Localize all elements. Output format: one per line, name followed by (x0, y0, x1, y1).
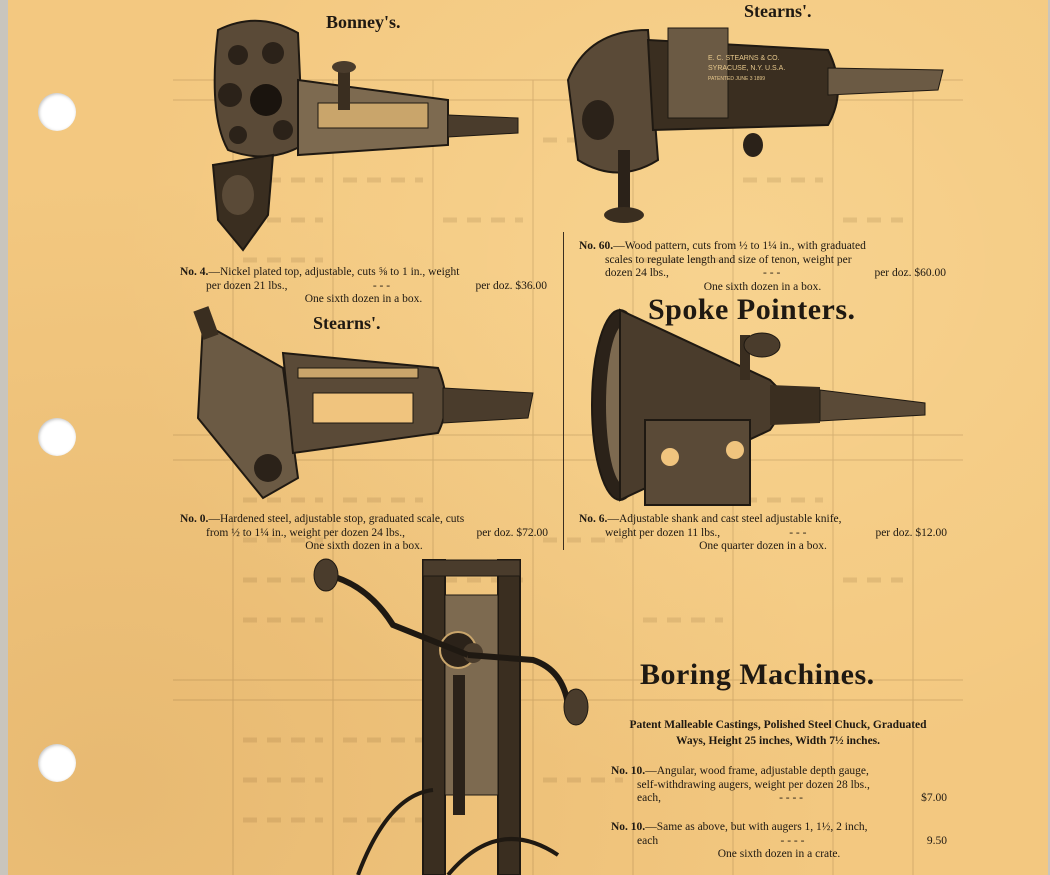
leader-dashes: - - - (763, 267, 781, 279)
spoke-pointer-illustration (590, 305, 935, 510)
item-packaging: One sixth dozen in a box. (703, 280, 822, 293)
binder-hole (38, 418, 76, 456)
binder-hole (38, 93, 76, 131)
heading-spoke-pointers: Spoke Pointers. (648, 293, 856, 326)
leader-dashes: - - - (372, 279, 391, 292)
catalog-page (8, 0, 1048, 875)
item-description-cont: scales to regulate length and size of tenon, weight per (605, 253, 852, 266)
boring-subheading-line1: Patent Malleable Castings, Polished Steel Chuck, Graduated (629, 719, 927, 731)
stearns-no60-illustration (558, 10, 948, 240)
boring-machine-illustration (308, 555, 598, 875)
item-number: No. 0. (180, 513, 209, 525)
maker-stamp-line3: PATENTED JUNE 3 1899 (708, 76, 766, 82)
heading-boring-machines: Boring Machines. (640, 658, 875, 691)
boring-subheading (620, 717, 936, 749)
column-divider (563, 232, 564, 550)
item-packaging: One sixth dozen in a crate. (717, 848, 841, 860)
item-no4-caption (180, 266, 547, 307)
item-packaging: One sixth dozen in a box. (305, 540, 423, 552)
leader-dashes: - - - - (780, 834, 805, 847)
item-description: —Wood pattern, cuts from ½ to 1¼ in., with graduated (613, 240, 866, 252)
boring-subheading-line2: Ways, Height 25 inches, Width 7½ inches. (675, 735, 881, 747)
item-price: per doz. $60.00 (874, 267, 946, 279)
item-no0-caption (180, 513, 548, 554)
item-description: —Hardened steel, adjustable stop, graduated scale, cuts (208, 513, 465, 525)
binder-hole (38, 744, 76, 782)
item-packaging: One quarter dozen in a box. (699, 540, 827, 552)
item-description: —Angular, wood frame, adjustable depth gauge, (645, 765, 869, 777)
boring-item2-caption (611, 821, 947, 862)
item-number: No. 60. (579, 240, 614, 252)
heading-stearns-mid: Stearns'. (313, 313, 381, 333)
item-number: No. 10. (611, 821, 646, 833)
item-no60-caption (579, 240, 946, 294)
maker-stamp-line1: E. C. STEARNS & CO. (708, 55, 780, 62)
item-description: —Adjustable shank and cast steel adjustable knife, (607, 513, 842, 525)
boring-item1-caption (611, 765, 947, 806)
item-price: per doz. $12.00 (875, 526, 947, 539)
item-description: —Nickel plated top, adjustable, cuts ⅝ to 1 in., weight (208, 266, 460, 278)
item-packaging: One sixth dozen in a box. (304, 293, 423, 305)
item-number: No. 6. (579, 513, 608, 525)
leader-dashes: - - - - (779, 792, 804, 804)
item-no6-caption (579, 513, 947, 554)
leader-dashes: - - - (789, 526, 807, 539)
item-weight: from ½ to 1¼ in., weight per dozen 24 lbs., (206, 526, 405, 539)
item-price: per doz. $36.00 (475, 279, 547, 292)
item-price: 9.50 (926, 834, 947, 847)
item-each: each, (637, 792, 661, 804)
bonney-tenon-cutter-illustration (198, 5, 528, 255)
item-number: No. 4. (180, 266, 209, 278)
heading-bonney: Bonney's. (326, 12, 401, 32)
item-weight: weight per dozen 11 lbs., (605, 526, 721, 539)
item-description-cont: self-withdrawing augers, weight per dozen 28 lbs., (637, 778, 870, 791)
maker-stamp-line2: SYRACUSE, N.Y. U.S.A. (708, 65, 786, 72)
item-weight: per dozen 21 lbs., (206, 279, 288, 292)
item-weight: dozen 24 lbs., (605, 267, 669, 279)
heading-stearns-top: Stearns'. (744, 1, 812, 21)
stearns-no0-illustration (188, 308, 543, 508)
item-each: each (637, 834, 659, 847)
item-description: —Same as above, but with augers 1, 1½, 2 inch, (645, 821, 868, 833)
item-price: $7.00 (921, 792, 947, 804)
item-number: No. 10. (611, 765, 646, 777)
item-price: per doz. $72.00 (476, 526, 548, 539)
